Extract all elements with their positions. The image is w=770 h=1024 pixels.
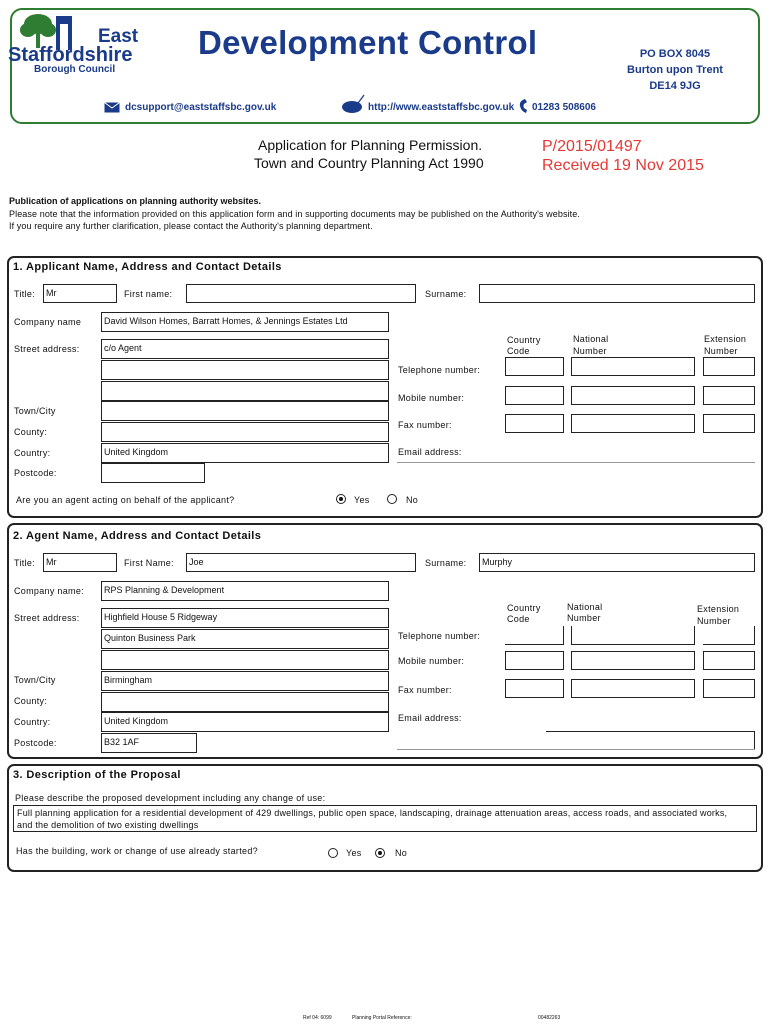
agent-tel-number[interactable] — [571, 626, 695, 645]
proposal-prompt: Please describe the proposed development including any change of use: — [15, 793, 326, 803]
started-yes-radio[interactable] — [328, 848, 338, 858]
label-extension — [704, 333, 746, 357]
agent-company-field[interactable]: RPS Planning & Development — [101, 581, 389, 601]
agent-fax-extension[interactable] — [703, 679, 755, 698]
label-country-code — [507, 335, 541, 357]
applicant-tel-number[interactable] — [571, 357, 695, 376]
notice-text: Please note that the information provided on this application form and in supporting documents may be published on the Authority's website. — [9, 209, 580, 219]
council-name-line2: Staffordshire — [8, 44, 133, 66]
agent-first-name-field[interactable]: Joe — [186, 553, 416, 572]
contact-phone[interactable]: 01283 508606 — [532, 102, 596, 113]
applicant-street-field-1[interactable]: c/o Agent — [101, 339, 389, 359]
divider — [397, 749, 755, 750]
section-title: 2. Agent Name, Address and Contact Details — [13, 530, 262, 542]
agent-street-field-2[interactable]: Quinton Business Park — [101, 629, 389, 649]
page-title: Development Control — [198, 24, 538, 61]
label-national-number — [567, 602, 602, 624]
agent-county-field[interactable] — [101, 692, 389, 712]
applicant-fax-extension[interactable] — [703, 414, 755, 433]
label-telephone: Telephone number: — [398, 631, 481, 641]
agent-fax-country-code[interactable] — [505, 679, 564, 698]
label-mobile: Mobile number: — [398, 393, 465, 403]
agent-tel-extension[interactable] — [703, 626, 755, 645]
agent-country-field[interactable]: United Kingdom — [101, 712, 389, 732]
label-line: Country — [507, 335, 541, 345]
section-title: 1. Applicant Name, Address and Contact Details — [13, 261, 282, 273]
applicant-company-field[interactable]: David Wilson Homes, Barratt Homes, & Jennings Estates Ltd — [101, 312, 389, 332]
applicant-postcode-field[interactable] — [101, 463, 205, 483]
applicant-title-field[interactable]: Mr — [43, 284, 117, 303]
label-title: Title: — [14, 558, 35, 568]
label-country: Country: — [14, 448, 51, 458]
agent-tel-country-code[interactable] — [505, 626, 564, 645]
label-town: Town/City — [14, 675, 56, 685]
notice-heading: Publication of applications on planning authority websites. — [9, 196, 262, 206]
started-no-label: No — [395, 848, 408, 858]
label-company: Company name — [14, 317, 82, 327]
label-town: Town/City — [14, 406, 56, 416]
label-surname: Surname: — [425, 289, 467, 299]
label-line: Extension — [704, 334, 747, 344]
contact-email[interactable]: dcsupport@eaststaffsbc.gov.uk — [125, 102, 277, 113]
applicant-street-field-3[interactable] — [101, 381, 389, 401]
agent-town-field[interactable]: Birmingham — [101, 671, 389, 691]
address-line: DE14 9JG — [649, 80, 701, 92]
label-line: Number — [697, 616, 731, 626]
applicant-tel-country-code[interactable] — [505, 357, 564, 376]
agent-yes-label: Yes — [354, 495, 370, 505]
agent-yes-radio[interactable] — [336, 494, 346, 504]
label-postcode: Postcode: — [14, 738, 57, 748]
applicant-mobile-extension[interactable] — [703, 386, 755, 405]
footer-portal-label: Planning Portal Reference: — [352, 1015, 412, 1021]
started-yes-label: Yes — [346, 848, 362, 858]
agent-mobile-number[interactable] — [571, 651, 695, 670]
applicant-mobile-country-code[interactable] — [505, 386, 564, 405]
label-title: Title: — [14, 289, 35, 299]
notice-text: If you require any further clarification, please contact the Authority's planning department. — [9, 221, 373, 231]
label-line: National — [573, 334, 609, 344]
envelope-icon — [104, 102, 120, 113]
address-line: PO BOX 8045 — [639, 48, 711, 60]
label-postcode: Postcode: — [14, 468, 57, 478]
label-line: Number — [704, 346, 738, 356]
label-mobile: Mobile number: — [398, 656, 465, 666]
agent-no-radio[interactable] — [387, 494, 397, 504]
label-email: Email address: — [398, 713, 462, 723]
label-email: Email address: — [398, 447, 462, 457]
label-surname: Surname: — [425, 558, 467, 568]
applicant-fax-country-code[interactable] — [505, 414, 564, 433]
agent-mobile-country-code[interactable] — [505, 651, 564, 670]
applicant-email-field[interactable] — [397, 462, 755, 463]
started-question: Has the building, work or change of use already started? — [16, 846, 258, 856]
label-fax: Fax number: — [398, 685, 452, 695]
description-line: and the demolition of two existing dwellings — [17, 820, 199, 830]
footer-portal-number: 00482263 — [538, 1015, 561, 1021]
applicant-surname-field[interactable] — [479, 284, 755, 303]
label-extension — [697, 603, 739, 627]
agent-street-field-1[interactable]: Highfield House 5 Ridgeway — [101, 608, 389, 628]
agent-mobile-extension[interactable] — [703, 651, 755, 670]
agent-surname-field[interactable]: Murphy — [479, 553, 755, 572]
label-line: National — [567, 602, 603, 612]
label-county: County: — [14, 427, 48, 437]
label-telephone: Telephone number: — [398, 365, 481, 375]
label-country: Country: — [14, 717, 51, 727]
label-line: Extension — [697, 604, 740, 614]
applicant-country-field[interactable]: United Kingdom — [101, 443, 389, 463]
council-address — [620, 46, 730, 94]
agent-email-field[interactable] — [546, 731, 755, 749]
label-street: Street address: — [14, 613, 80, 623]
label-county: County: — [14, 696, 48, 706]
label-line: Country — [507, 603, 541, 613]
label-first-name: First Name: — [124, 558, 174, 568]
description-line: Full planning application for a residential development of 429 dwellings, public open space, landscaping, drainage attenuation areas, access roads, and associated works, — [17, 808, 728, 818]
agent-title-field[interactable]: Mr — [43, 553, 117, 572]
form-title: Application for Planning Permission. — [258, 137, 483, 153]
label-country-code — [507, 603, 541, 625]
received-date: Received 19 Nov 2015 — [542, 157, 704, 174]
label-fax: Fax number: — [398, 420, 452, 430]
applicant-town-field[interactable] — [101, 401, 389, 421]
council-name-line3: Borough Council — [34, 64, 116, 75]
contact-website[interactable]: http://www.eaststaffsbc.gov.uk — [368, 102, 515, 113]
started-no-radio[interactable] — [375, 848, 385, 858]
label-company: Company name: — [14, 586, 84, 596]
footer-ref: Ref 04: 6099 — [303, 1015, 332, 1021]
label-street: Street address: — [14, 344, 80, 354]
address-line: Burton upon Trent — [627, 64, 723, 76]
label-first-name: First name: — [124, 289, 173, 299]
applicant-tel-extension[interactable] — [703, 357, 755, 376]
phone-icon — [518, 98, 528, 114]
agent-no-label: No — [406, 495, 419, 505]
applicant-first-name-field[interactable] — [186, 284, 416, 303]
label-line: Number — [567, 613, 601, 623]
application-reference: P/2015/01497 — [542, 138, 642, 155]
form-subtitle: Town and Country Planning Act 1990 — [254, 155, 484, 171]
label-national-number — [573, 333, 608, 357]
applicant-fax-number[interactable] — [571, 414, 695, 433]
label-line: Code — [507, 614, 530, 624]
applicant-street-field-2[interactable] — [101, 360, 389, 380]
label-line: Number — [573, 346, 607, 356]
agent-postcode-field[interactable]: B32 1AF — [101, 733, 197, 753]
council-name-line1: East — [98, 26, 139, 47]
section-title: 3. Description of the Proposal — [13, 769, 181, 781]
label-line: Code — [507, 346, 530, 356]
agent-question: Are you an agent acting on behalf of the applicant? — [16, 495, 235, 505]
agent-street-field-3[interactable] — [101, 650, 389, 670]
agent-fax-number[interactable] — [571, 679, 695, 698]
applicant-county-field[interactable] — [101, 422, 389, 442]
applicant-mobile-number[interactable] — [571, 386, 695, 405]
mouse-icon — [340, 94, 366, 114]
proposal-description-field[interactable] — [13, 805, 757, 832]
